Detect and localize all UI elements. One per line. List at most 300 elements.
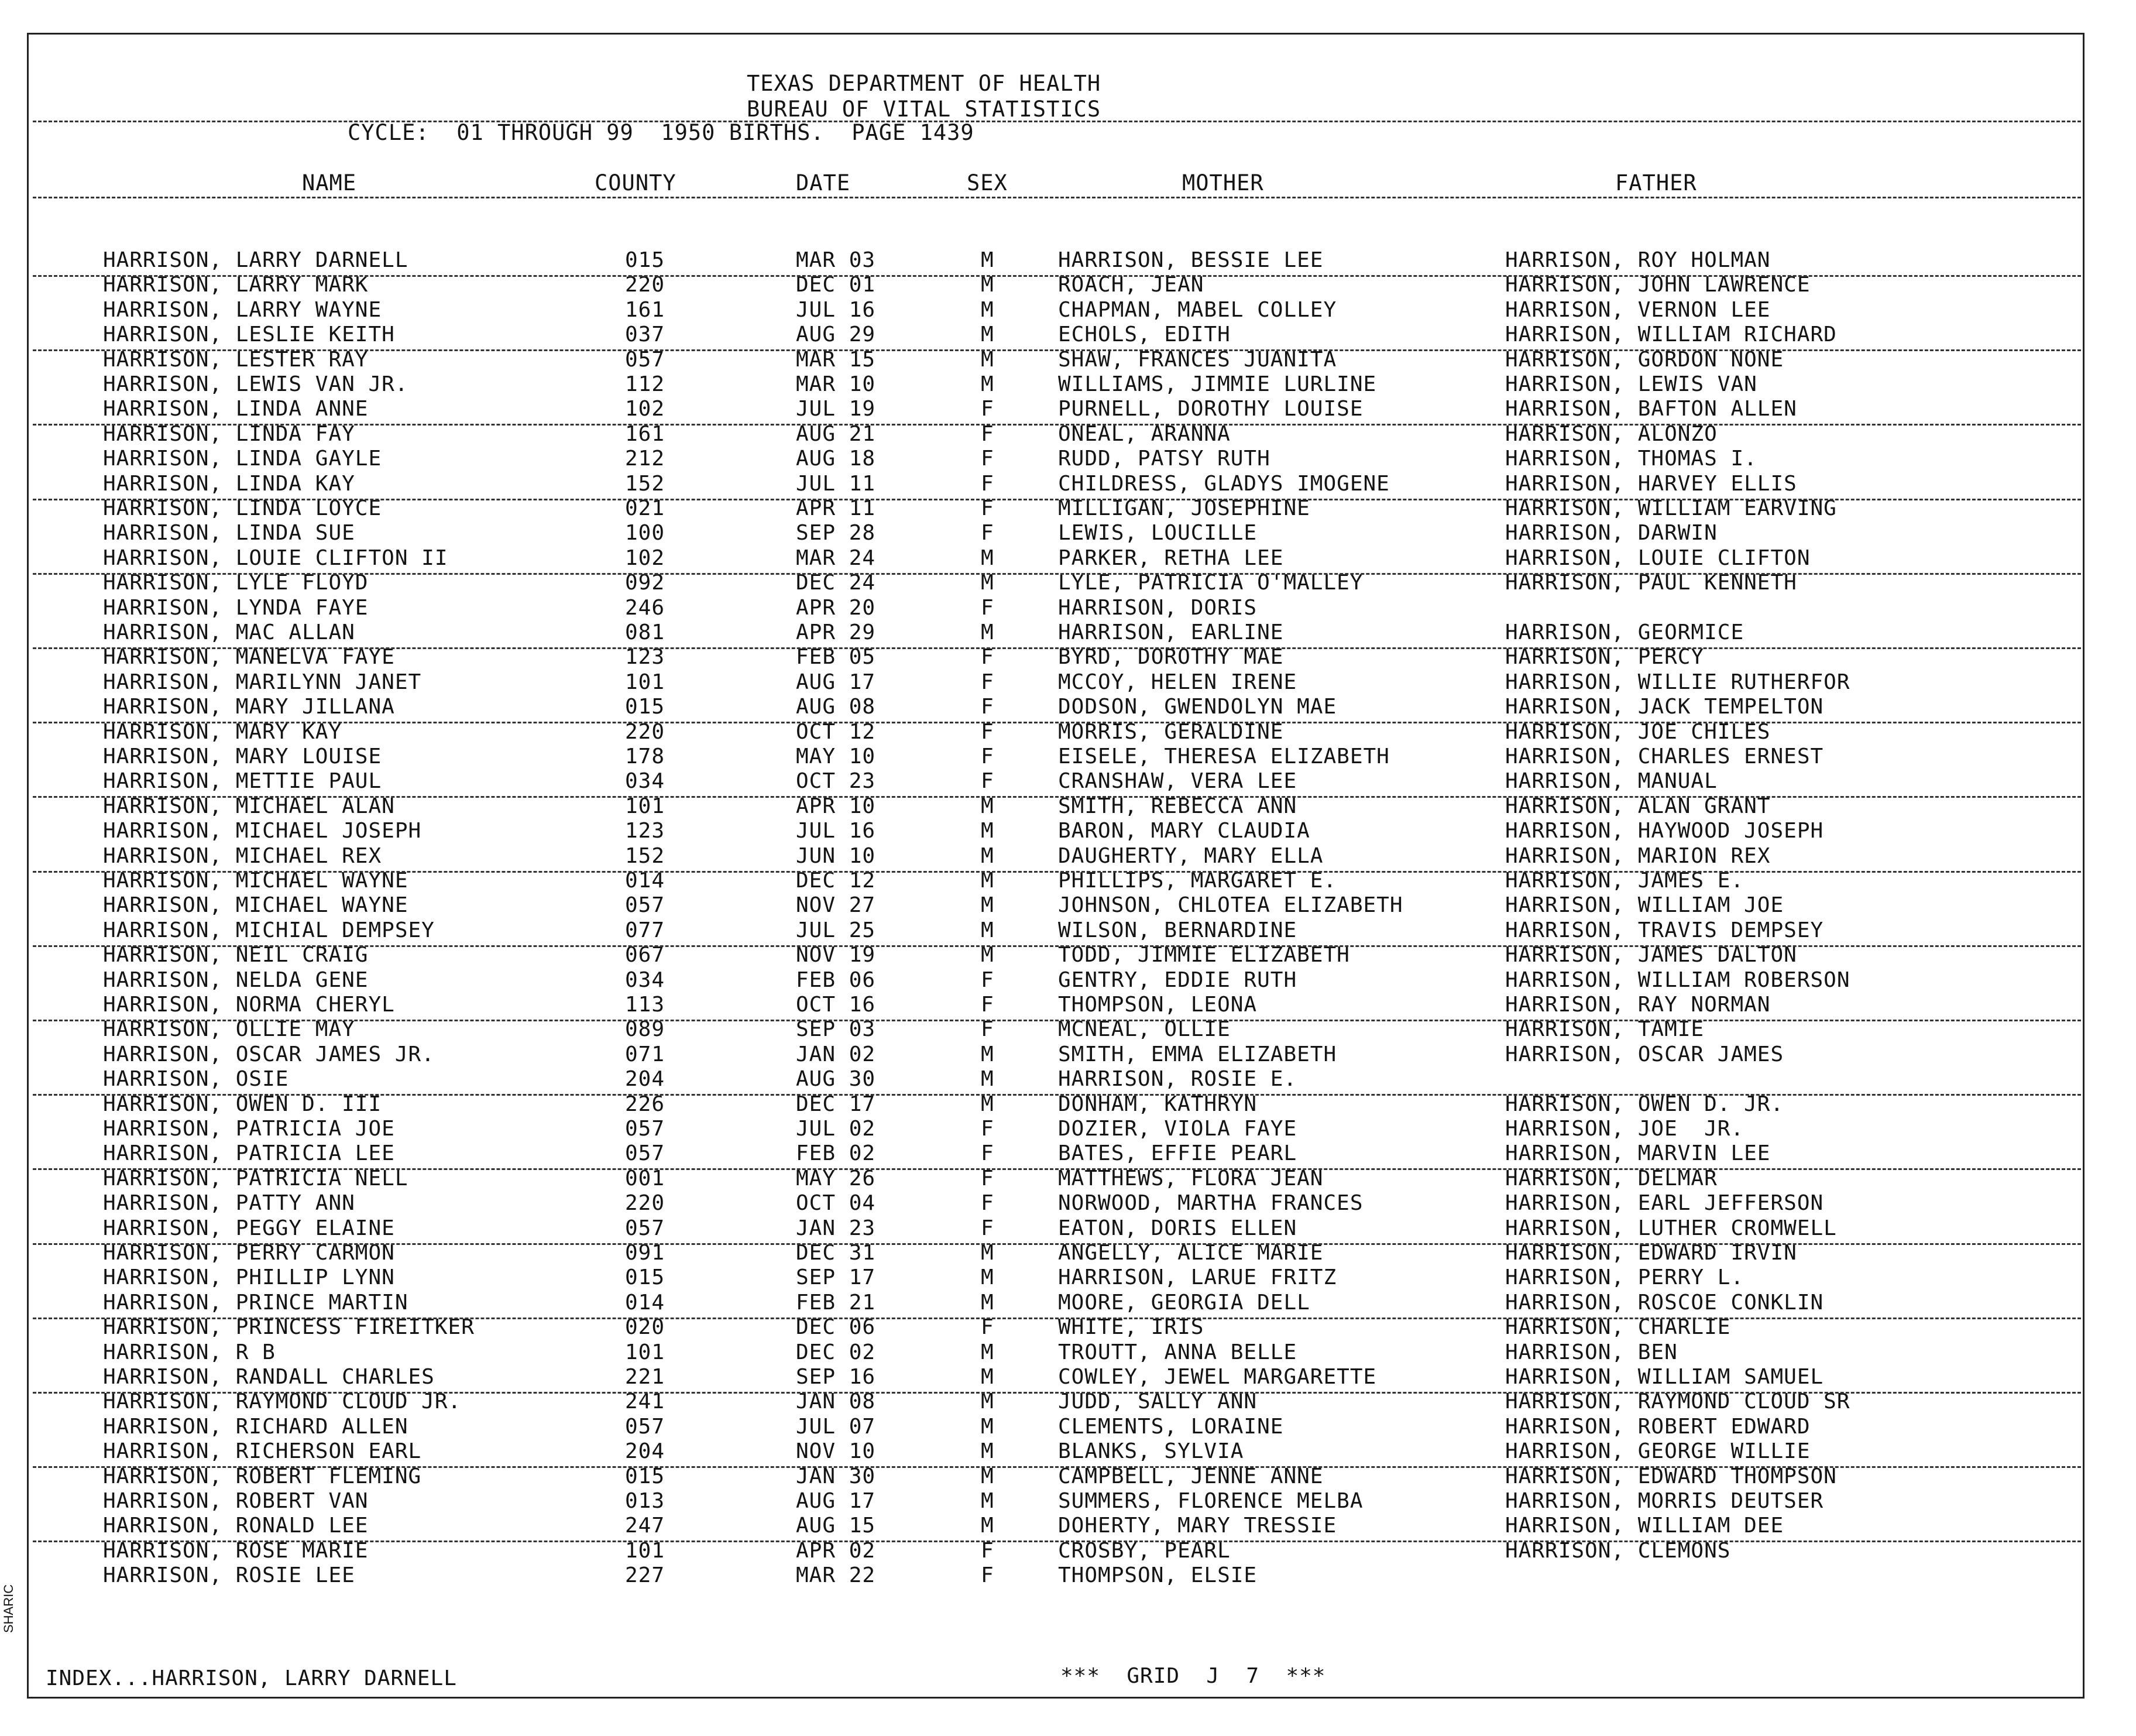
record-father: HARRISON, VERNON LEE bbox=[1505, 297, 1771, 322]
record-father: HARRISON, DELMAR bbox=[1505, 1166, 1718, 1191]
record-mother: SMITH, EMMA ELIZABETH bbox=[1058, 1042, 1337, 1066]
record-county: 220 bbox=[625, 1191, 665, 1216]
record-county: 057 bbox=[625, 1117, 665, 1141]
record-father: HARRISON, EDWARD THOMPSON bbox=[1505, 1464, 1837, 1488]
column-header-date: DATE bbox=[796, 170, 851, 195]
record-mother: BATES, EFFIE PEARL bbox=[1058, 1141, 1297, 1166]
table-row bbox=[0, 968, 2136, 993]
record-date: AUG 30 bbox=[796, 1067, 876, 1092]
record-date: DEC 01 bbox=[796, 273, 876, 297]
record-sex: M bbox=[981, 869, 994, 893]
record-date: DEC 17 bbox=[796, 1092, 876, 1116]
record-county: 113 bbox=[625, 993, 665, 1017]
record-sex: M bbox=[981, 1265, 994, 1290]
record-mother: COWLEY, JEWEL MARGARETTE bbox=[1058, 1365, 1377, 1389]
bureau-title: BUREAU OF VITAL STATISTICS bbox=[747, 97, 1101, 122]
record-name: HARRISON, NELDA GENE bbox=[103, 968, 369, 992]
record-sex: M bbox=[981, 1464, 994, 1488]
record-name: HARRISON, MARY JILLANA bbox=[103, 695, 395, 719]
record-father: HARRISON, OSCAR JAMES bbox=[1505, 1042, 1784, 1066]
record-date: AUG 08 bbox=[796, 695, 876, 719]
record-father: HARRISON, JOE CHILES bbox=[1505, 719, 1771, 744]
record-date: APR 11 bbox=[796, 496, 876, 520]
record-date: JUL 25 bbox=[796, 918, 876, 942]
record-county: 212 bbox=[625, 447, 665, 471]
record-county: 001 bbox=[625, 1166, 665, 1191]
record-date: MAR 22 bbox=[796, 1563, 876, 1588]
record-county: 077 bbox=[625, 918, 665, 942]
record-sex: F bbox=[981, 595, 994, 620]
record-county: 161 bbox=[625, 297, 665, 322]
record-mother: HARRISON, DORIS bbox=[1058, 595, 1258, 620]
record-county: 021 bbox=[625, 496, 665, 520]
record-father: HARRISON, MORRIS DEUTSER bbox=[1505, 1489, 1824, 1513]
record-mother: MCNEAL, OLLIE bbox=[1058, 1017, 1231, 1042]
record-date: APR 29 bbox=[796, 620, 876, 644]
record-mother: CLEMENTS, LORAINE bbox=[1058, 1414, 1284, 1439]
table-row bbox=[0, 993, 2136, 1017]
record-sex: F bbox=[981, 1191, 994, 1216]
table-row bbox=[0, 1216, 2136, 1241]
record-name: HARRISON, MICHAEL ALAN bbox=[103, 794, 395, 818]
table-row bbox=[0, 323, 2136, 347]
record-mother: SHAW, FRANCES JUANITA bbox=[1058, 347, 1337, 372]
record-name: HARRISON, RICHARD ALLEN bbox=[103, 1414, 408, 1439]
record-date: JAN 30 bbox=[796, 1464, 876, 1488]
record-county: 091 bbox=[625, 1241, 665, 1265]
grid-reference: *** GRID J 7 *** bbox=[1060, 1664, 1326, 1688]
record-date: APR 20 bbox=[796, 595, 876, 620]
record-name: HARRISON, RONALD LEE bbox=[103, 1514, 369, 1538]
record-sex: M bbox=[981, 943, 994, 968]
record-county: 015 bbox=[625, 1265, 665, 1290]
record-mother: ROACH, JEAN bbox=[1058, 273, 1204, 297]
record-county: 123 bbox=[625, 645, 665, 670]
table-row bbox=[0, 1415, 2136, 1439]
record-county: 057 bbox=[625, 1414, 665, 1439]
record-mother: BLANKS, SYLVIA bbox=[1058, 1439, 1244, 1464]
record-date: NOV 10 bbox=[796, 1439, 876, 1464]
record-name: HARRISON, LYLE FLOYD bbox=[103, 571, 369, 595]
record-county: 152 bbox=[625, 471, 665, 496]
record-date: SEP 28 bbox=[796, 521, 876, 545]
record-father: HARRISON, JAMES DALTON bbox=[1505, 943, 1797, 968]
record-name: HARRISON, MICHAEL JOSEPH bbox=[103, 819, 422, 843]
record-county: 037 bbox=[625, 323, 665, 347]
record-name: HARRISON, MARILYNN JANET bbox=[103, 670, 422, 694]
record-father: HARRISON, JACK TEMPELTON bbox=[1505, 695, 1824, 719]
record-county: 015 bbox=[625, 695, 665, 719]
record-name: HARRISON, MICHAEL REX bbox=[103, 843, 382, 868]
record-mother: MORRIS, GERALDINE bbox=[1058, 719, 1284, 744]
record-sex: F bbox=[981, 993, 994, 1017]
record-father: HARRISON, PAUL KENNETH bbox=[1505, 571, 1797, 595]
record-sex: M bbox=[981, 893, 994, 918]
record-name: HARRISON, MICHAEL WAYNE bbox=[103, 869, 408, 893]
record-date: JUL 11 bbox=[796, 471, 876, 496]
record-name: HARRISON, OSCAR JAMES JR. bbox=[103, 1042, 435, 1066]
record-mother: TROUTT, ANNA BELLE bbox=[1058, 1340, 1297, 1364]
record-name: HARRISON, ROBERT FLEMING bbox=[103, 1464, 422, 1488]
record-father: HARRISON, THOMAS I. bbox=[1505, 447, 1757, 471]
record-father: HARRISON, OWEN D. JR. bbox=[1505, 1092, 1784, 1116]
record-name: HARRISON, LEWIS VAN JR. bbox=[103, 372, 408, 396]
record-date: JUL 16 bbox=[796, 819, 876, 843]
record-mother: MOORE, GEORGIA DELL bbox=[1058, 1290, 1310, 1315]
record-father: HARRISON, TAMIE bbox=[1505, 1017, 1705, 1042]
record-sex: M bbox=[981, 248, 994, 272]
table-row bbox=[0, 620, 2136, 645]
record-sex: M bbox=[981, 1340, 994, 1364]
record-father: HARRISON, GEORGE WILLIE bbox=[1505, 1439, 1811, 1464]
table-row bbox=[0, 695, 2136, 719]
record-father: HARRISON, HAYWOOD JOSEPH bbox=[1505, 819, 1824, 843]
record-name: HARRISON, MANELVA FAYE bbox=[103, 645, 395, 670]
record-name: HARRISON, NEIL CRAIG bbox=[103, 943, 369, 968]
record-name: HARRISON, PRINCE MARTIN bbox=[103, 1290, 408, 1315]
record-mother: DOZIER, VIOLA FAYE bbox=[1058, 1117, 1297, 1141]
record-name: HARRISON, OWEN D. III bbox=[103, 1092, 382, 1116]
row-group-rule bbox=[33, 722, 2081, 723]
record-date: JUL 16 bbox=[796, 297, 876, 322]
record-father: HARRISON, TRAVIS DEMPSEY bbox=[1505, 918, 1824, 942]
record-county: 067 bbox=[625, 943, 665, 968]
record-name: HARRISON, PATRICIA LEE bbox=[103, 1141, 395, 1166]
table-row bbox=[0, 769, 2136, 794]
record-father: HARRISON, LEWIS VAN bbox=[1505, 372, 1757, 396]
table-row bbox=[0, 397, 2136, 421]
record-date: DEC 24 bbox=[796, 571, 876, 595]
record-mother: MCCOY, HELEN IRENE bbox=[1058, 670, 1297, 694]
record-mother: PURNELL, DOROTHY LOUISE bbox=[1058, 397, 1364, 421]
record-mother: JUDD, SALLY ANN bbox=[1058, 1390, 1258, 1414]
record-name: HARRISON, MARY KAY bbox=[103, 719, 342, 744]
record-county: 221 bbox=[625, 1365, 665, 1389]
record-name: HARRISON, NORMA CHERYL bbox=[103, 993, 395, 1017]
record-county: 152 bbox=[625, 843, 665, 868]
record-county: 226 bbox=[625, 1092, 665, 1116]
record-father: HARRISON, PERCY bbox=[1505, 645, 1705, 670]
row-group-rule bbox=[33, 1318, 2081, 1319]
table-row bbox=[0, 1191, 2136, 1216]
row-group-rule bbox=[33, 1020, 2081, 1021]
record-date: MAY 10 bbox=[796, 745, 876, 768]
table-row bbox=[0, 1141, 2136, 1166]
record-mother: GENTRY, EDDIE RUTH bbox=[1058, 968, 1297, 992]
record-father: HARRISON, CHARLIE bbox=[1505, 1315, 1731, 1340]
record-date: JAN 08 bbox=[796, 1390, 876, 1414]
table-row bbox=[0, 844, 2136, 869]
record-sex: F bbox=[981, 719, 994, 744]
record-date: SEP 16 bbox=[796, 1365, 876, 1389]
record-sex: M bbox=[981, 571, 994, 595]
record-name: HARRISON, RAYMOND CLOUD JR. bbox=[103, 1390, 462, 1414]
table-row bbox=[0, 794, 2136, 819]
record-sex: F bbox=[981, 1166, 994, 1191]
record-date: APR 02 bbox=[796, 1538, 876, 1563]
row-group-rule bbox=[33, 796, 2081, 798]
record-county: 100 bbox=[625, 521, 665, 545]
record-mother: HARRISON, ROSIE E. bbox=[1058, 1067, 1297, 1092]
record-mother: SUMMERS, FLORENCE MELBA bbox=[1058, 1489, 1364, 1513]
record-sex: M bbox=[981, 918, 994, 942]
record-mother: RUDD, PATSY RUTH bbox=[1058, 447, 1270, 471]
record-sex: F bbox=[981, 447, 994, 471]
record-date: AUG 21 bbox=[796, 421, 876, 446]
record-county: 220 bbox=[625, 719, 665, 744]
record-county: 101 bbox=[625, 794, 665, 818]
record-mother: DAUGHERTY, MARY ELLA bbox=[1058, 843, 1324, 868]
table-row bbox=[0, 1265, 2136, 1290]
table-row bbox=[0, 546, 2136, 571]
record-mother: LEWIS, LOUCILLE bbox=[1058, 521, 1258, 545]
record-date: FEB 06 bbox=[796, 968, 876, 992]
record-mother: MILLIGAN, JOSEPHINE bbox=[1058, 496, 1310, 520]
record-date: AUG 17 bbox=[796, 670, 876, 694]
record-sex: M bbox=[981, 323, 994, 347]
record-father: HARRISON, GORDON NONE bbox=[1505, 347, 1784, 372]
record-county: 161 bbox=[625, 421, 665, 446]
record-county: 227 bbox=[625, 1563, 665, 1588]
record-mother: PHILLIPS, MARGARET E. bbox=[1058, 869, 1337, 893]
record-date: DEC 31 bbox=[796, 1241, 876, 1265]
record-father: HARRISON, PERRY L. bbox=[1505, 1265, 1744, 1290]
record-sex: M bbox=[981, 297, 994, 322]
record-sex: M bbox=[981, 819, 994, 843]
record-county: 057 bbox=[625, 347, 665, 372]
record-sex: F bbox=[981, 670, 994, 694]
record-county: 057 bbox=[625, 1216, 665, 1240]
department-title: TEXAS DEPARTMENT OF HEALTH bbox=[747, 71, 1101, 96]
table-row bbox=[0, 670, 2136, 695]
record-mother: SMITH, REBECCA ANN bbox=[1058, 794, 1297, 818]
table-row bbox=[0, 1291, 2136, 1315]
record-sex: F bbox=[981, 1563, 994, 1588]
record-date: OCT 04 bbox=[796, 1191, 876, 1216]
record-father: HARRISON, CHARLES ERNEST bbox=[1505, 745, 1824, 768]
record-mother: TODD, JIMMIE ELIZABETH bbox=[1058, 943, 1350, 968]
table-row bbox=[0, 422, 2136, 447]
record-name: HARRISON, ROSE MARIE bbox=[103, 1538, 369, 1563]
record-father: HARRISON, ALAN GRANT bbox=[1505, 794, 1771, 818]
record-mother: DODSON, GWENDOLYN MAE bbox=[1058, 695, 1337, 719]
table-row bbox=[0, 521, 2136, 545]
record-county: 034 bbox=[625, 968, 665, 992]
record-mother: LYLE, PATRICIA O'MALLEY bbox=[1058, 571, 1364, 595]
record-sex: M bbox=[981, 620, 994, 644]
table-row bbox=[0, 1042, 2136, 1067]
row-group-rule bbox=[33, 349, 2081, 351]
table-row bbox=[0, 1117, 2136, 1141]
record-father: HARRISON, GEORMICE bbox=[1505, 620, 1744, 644]
table-row bbox=[0, 1563, 2136, 1588]
record-father: HARRISON, ROSCOE CONKLIN bbox=[1505, 1290, 1824, 1315]
column-header-name: NAME bbox=[302, 170, 357, 195]
record-date: JUN 10 bbox=[796, 843, 876, 868]
record-date: MAR 10 bbox=[796, 372, 876, 396]
table-row bbox=[0, 1439, 2136, 1464]
index-line: INDEX...HARRISON, LARRY DARNELL bbox=[46, 1666, 457, 1690]
record-county: 071 bbox=[625, 1042, 665, 1066]
record-sex: F bbox=[981, 745, 994, 768]
record-name: HARRISON, LINDA KAY bbox=[103, 471, 355, 496]
record-father: HARRISON, JOHN LAWRENCE bbox=[1505, 273, 1811, 297]
record-father: HARRISON, LOUIE CLIFTON bbox=[1505, 545, 1811, 570]
column-header-county: COUNTY bbox=[595, 170, 676, 195]
record-county: 123 bbox=[625, 819, 665, 843]
column-header-mother: MOTHER bbox=[1182, 170, 1264, 195]
table-row bbox=[0, 1514, 2136, 1538]
record-father: HARRISON, JOE JR. bbox=[1505, 1117, 1744, 1141]
record-mother: DOHERTY, MARY TRESSIE bbox=[1058, 1514, 1337, 1538]
record-father: HARRISON, MARION REX bbox=[1505, 843, 1771, 868]
record-date: NOV 27 bbox=[796, 893, 876, 918]
record-county: 204 bbox=[625, 1439, 665, 1464]
record-county: 246 bbox=[625, 595, 665, 620]
record-county: 092 bbox=[625, 571, 665, 595]
record-sex: M bbox=[981, 1290, 994, 1315]
record-father: HARRISON, WILLIAM ROBERSON bbox=[1505, 968, 1850, 992]
record-name: HARRISON, ROBERT VAN bbox=[103, 1489, 369, 1513]
record-father: HARRISON, EARL JEFFERSON bbox=[1505, 1191, 1824, 1216]
record-father: HARRISON, WILLIAM DEE bbox=[1505, 1514, 1784, 1538]
record-mother: NORWOOD, MARTHA FRANCES bbox=[1058, 1191, 1364, 1216]
record-father: HARRISON, RAY NORMAN bbox=[1505, 993, 1771, 1017]
record-county: 014 bbox=[625, 869, 665, 893]
record-date: MAY 26 bbox=[796, 1166, 876, 1191]
record-county: 247 bbox=[625, 1514, 665, 1538]
record-sex: M bbox=[981, 1365, 994, 1389]
record-father: HARRISON, WILLIAM EARVING bbox=[1505, 496, 1837, 520]
record-sex: F bbox=[981, 1538, 994, 1563]
table-row bbox=[0, 447, 2136, 471]
record-sex: M bbox=[981, 1439, 994, 1464]
record-date: AUG 17 bbox=[796, 1489, 876, 1513]
record-name: HARRISON, METTIE PAUL bbox=[103, 769, 382, 794]
record-name: HARRISON, PHILLIP LYNN bbox=[103, 1265, 395, 1290]
record-mother: CAMPBELL, JENNE ANNE bbox=[1058, 1464, 1324, 1488]
record-mother: THOMPSON, LEONA bbox=[1058, 993, 1258, 1017]
side-label: SHARIC bbox=[1, 1584, 16, 1633]
record-name: HARRISON, PERRY CARMON bbox=[103, 1241, 395, 1265]
record-date: SEP 17 bbox=[796, 1265, 876, 1290]
record-county: 081 bbox=[625, 620, 665, 644]
row-group-rule bbox=[33, 275, 2081, 277]
record-father: HARRISON, DARWIN bbox=[1505, 521, 1718, 545]
record-date: AUG 18 bbox=[796, 447, 876, 471]
record-date: FEB 05 bbox=[796, 645, 876, 670]
record-date: MAR 24 bbox=[796, 545, 876, 570]
record-sex: M bbox=[981, 545, 994, 570]
record-county: 020 bbox=[625, 1315, 665, 1340]
record-sex: M bbox=[981, 1390, 994, 1414]
record-date: AUG 29 bbox=[796, 323, 876, 347]
record-father: HARRISON, WILLIAM SAMUEL bbox=[1505, 1365, 1824, 1389]
record-name: HARRISON, MICHIAL DEMPSEY bbox=[103, 918, 435, 942]
record-name: HARRISON, MAC ALLAN bbox=[103, 620, 355, 644]
record-sex: F bbox=[981, 421, 994, 446]
record-date: AUG 15 bbox=[796, 1514, 876, 1538]
record-father: HARRISON, CLEMONS bbox=[1505, 1538, 1731, 1563]
row-group-rule bbox=[33, 1243, 2081, 1245]
table-row bbox=[0, 918, 2136, 943]
record-sex: F bbox=[981, 521, 994, 545]
record-date: FEB 02 bbox=[796, 1141, 876, 1166]
row-group-rule bbox=[33, 424, 2081, 426]
record-sex: M bbox=[981, 1241, 994, 1265]
record-sex: F bbox=[981, 397, 994, 421]
record-father: HARRISON, BEN bbox=[1505, 1340, 1678, 1364]
table-row bbox=[0, 1539, 2136, 1563]
row-group-rule bbox=[33, 1466, 2081, 1468]
record-date: MAR 15 bbox=[796, 347, 876, 372]
record-sex: M bbox=[981, 1489, 994, 1513]
record-name: HARRISON, ROSIE LEE bbox=[103, 1563, 355, 1588]
record-sex: M bbox=[981, 273, 994, 297]
record-sex: F bbox=[981, 1117, 994, 1141]
record-father: HARRISON, WILLIE RUTHERFOR bbox=[1505, 670, 1850, 694]
row-group-rule bbox=[33, 573, 2081, 575]
record-father: HARRISON, MANUAL bbox=[1505, 769, 1718, 794]
record-name: HARRISON, PATTY ANN bbox=[103, 1191, 355, 1216]
table-row bbox=[0, 1067, 2136, 1092]
record-name: HARRISON, LARRY DARNELL bbox=[103, 248, 408, 272]
record-county: 220 bbox=[625, 273, 665, 297]
record-sex: M bbox=[981, 1092, 994, 1116]
record-name: HARRISON, LESLIE KEITH bbox=[103, 323, 395, 347]
record-mother: BYRD, DOROTHY MAE bbox=[1058, 645, 1284, 670]
record-county: 057 bbox=[625, 893, 665, 918]
record-name: HARRISON, PATRICIA NELL bbox=[103, 1166, 408, 1191]
record-name: HARRISON, RANDALL CHARLES bbox=[103, 1365, 435, 1389]
record-county: 101 bbox=[625, 1538, 665, 1563]
record-father: HARRISON, HARVEY ELLIS bbox=[1505, 471, 1797, 496]
table-row bbox=[0, 472, 2136, 496]
record-mother: PARKER, RETHA LEE bbox=[1058, 545, 1284, 570]
record-mother: ECHOLS, EDITH bbox=[1058, 323, 1231, 347]
record-mother: EATON, DORIS ELLEN bbox=[1058, 1216, 1297, 1240]
table-row bbox=[0, 1340, 2136, 1365]
record-mother: CHAPMAN, MABEL COLLEY bbox=[1058, 297, 1337, 322]
record-name: HARRISON, PRINCESS FIREITKER bbox=[103, 1315, 475, 1340]
record-father: HARRISON, WILLIAM JOE bbox=[1505, 893, 1784, 918]
record-name: HARRISON, MICHAEL WAYNE bbox=[103, 893, 408, 918]
record-county: 102 bbox=[625, 397, 665, 421]
record-name: HARRISON, LINDA GAYLE bbox=[103, 447, 382, 471]
record-name: HARRISON, LINDA ANNE bbox=[103, 397, 369, 421]
row-group-rule bbox=[33, 1168, 2081, 1170]
record-county: 089 bbox=[625, 1017, 665, 1042]
record-father: HARRISON, ALONZO bbox=[1505, 421, 1718, 446]
record-mother: CHILDRESS, GLADYS IMOGENE bbox=[1058, 471, 1390, 496]
record-sex: F bbox=[981, 769, 994, 794]
table-row bbox=[0, 893, 2136, 918]
record-mother: THOMPSON, ELSIE bbox=[1058, 1563, 1258, 1588]
record-mother: EISELE, THERESA ELIZABETH bbox=[1058, 745, 1390, 768]
record-name: HARRISON, LESTER RAY bbox=[103, 347, 369, 372]
record-sex: F bbox=[981, 1216, 994, 1240]
record-father: HARRISON, LUTHER CROMWELL bbox=[1505, 1216, 1837, 1240]
record-sex: M bbox=[981, 1414, 994, 1439]
row-group-rule bbox=[33, 647, 2081, 649]
row-group-rule bbox=[33, 499, 2081, 500]
header-rule-1 bbox=[33, 121, 2081, 122]
record-name: HARRISON, LINDA LOYCE bbox=[103, 496, 382, 520]
record-date: MAR 03 bbox=[796, 248, 876, 272]
record-father: HARRISON, WILLIAM RICHARD bbox=[1505, 323, 1837, 347]
record-sex: M bbox=[981, 1042, 994, 1066]
record-county: 112 bbox=[625, 372, 665, 396]
